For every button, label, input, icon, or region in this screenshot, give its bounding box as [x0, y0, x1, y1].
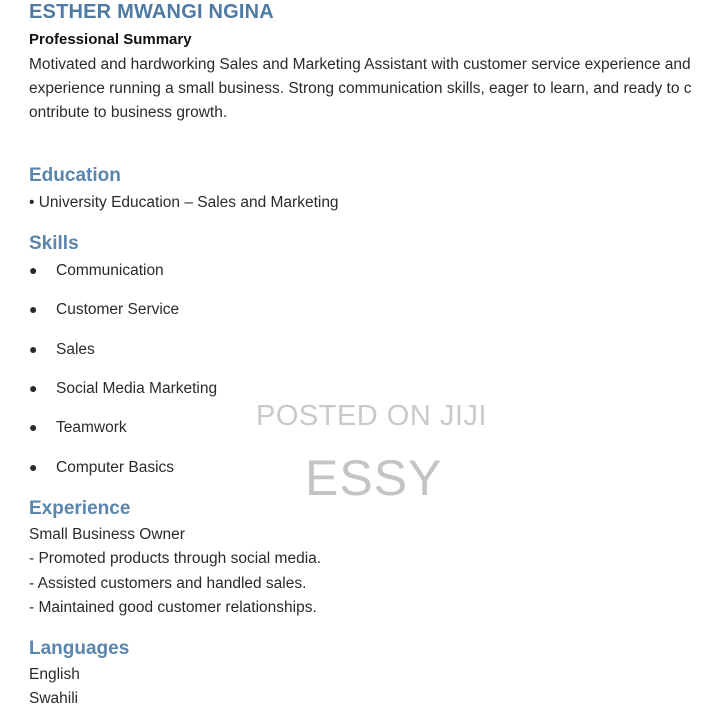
summary-text: Motivated and hardworking Sales and Marketing Assistant with customer service experience and experience running a small business. Strong communication skills, eager to learn, and ready to contribute to business growth.	[29, 56, 692, 121]
skill-label: Customer Service	[56, 301, 180, 318]
skill-label: Sales	[56, 341, 95, 358]
resume-name: ESTHER MWANGI NGINA	[29, 1, 274, 23]
bullet-icon: ●	[29, 459, 38, 475]
experience-heading: Experience	[29, 498, 131, 519]
languages-heading: Languages	[29, 638, 130, 659]
experience-line: - Maintained good customer relationships.	[29, 599, 317, 616]
language-item: Swahili	[29, 690, 79, 707]
experience-line: - Promoted products through social media.	[29, 550, 322, 567]
skill-item	[29, 341, 95, 363]
bullet-icon: ●	[29, 301, 38, 317]
language-item: English	[29, 666, 80, 683]
skill-label: Social Media Marketing	[56, 380, 218, 397]
experience-line: - Assisted customers and handled sales.	[29, 575, 307, 592]
skill-item	[29, 459, 174, 481]
education-item: • University Education – Sales and Marketing	[29, 194, 339, 211]
skills-heading: Skills	[29, 233, 79, 254]
skill-label: Computer Basics	[56, 459, 175, 476]
bullet-icon: ●	[29, 341, 38, 357]
education-heading: Education	[29, 165, 121, 186]
skill-label: Teamwork	[56, 419, 127, 436]
skill-item	[29, 380, 217, 402]
experience-line: Small Business Owner	[29, 526, 185, 543]
bullet-icon: ●	[29, 380, 38, 396]
summary-heading: Professional Summary	[29, 31, 192, 48]
skill-item	[29, 301, 179, 323]
skill-item	[29, 419, 127, 441]
bullet-icon: ●	[29, 262, 38, 278]
watermark-posted-on-jiji: POSTED ON JIJI	[256, 400, 487, 432]
watermark-essy: ESSY	[305, 450, 443, 506]
skill-item	[29, 262, 164, 284]
skill-label: Communication	[56, 262, 164, 279]
bullet-icon: ●	[29, 419, 38, 435]
